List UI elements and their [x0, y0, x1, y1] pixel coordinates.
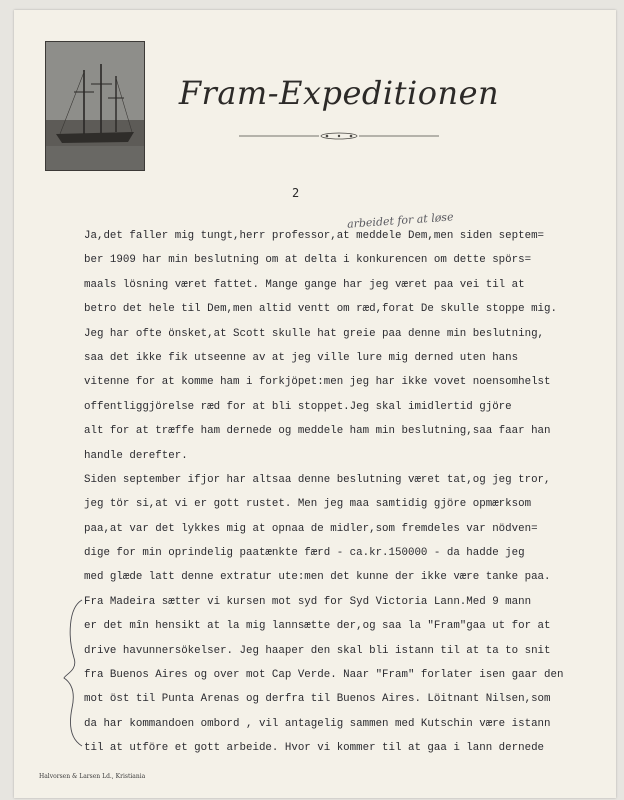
ornament-divider: [239, 132, 439, 140]
letter-body: [84, 224, 604, 761]
body-line: vitenne for at komme ham i forkjöpet:men jeg har ikke vovet noensomhelst: [84, 376, 551, 389]
body-line: med glæde latt denne extratur ute:men det kunne der ikke være tanke paa.: [84, 571, 551, 584]
handwritten-note: arbeidet for at løse: [346, 210, 454, 231]
body-line: fra Buenos Aires og over mot Cap Verde. Naar "Fram" forlater isen gaar den: [84, 669, 564, 682]
body-line: drive havunnersökelser. Jeg haaper den skal bli istann til at ta to snit: [84, 644, 551, 657]
body-line: Jeg har ofte önsket,at Scott skulle hat greie paa denne min beslutning,: [84, 327, 545, 340]
body-line: til at utföre et gott arbeide. Hvor vi kommer til at gaa i lann dernede: [84, 742, 545, 755]
body-line: offentliggjörelse ræd for at bli stoppet.Jeg skal imidlertid gjöre: [84, 400, 512, 413]
margin-bracket-mark: [62, 598, 86, 748]
body-line: alt for at træffe ham dernede og meddele ham min beslutning,saa faar han: [84, 425, 551, 438]
body-line: jeg tör si,at vi er gott rustet. Men jeg maa samtidig gjöre opmærksom: [84, 498, 532, 511]
body-line: da har kommandoen ombord , vil antagelig sammen med Kutschin være istann: [84, 717, 551, 730]
body-line: dige for min oprindelig paatænkte færd - ca.kr.150000 - da hadde jeg: [84, 547, 525, 560]
letterhead-title: Fram-Expeditionen: [178, 74, 500, 112]
ship-photo-icon: [45, 41, 145, 171]
body-line: mot öst til Punta Arenas og derfra til Buenos Aires. Löitnant Nilsen,som: [84, 693, 551, 706]
body-line: paa,at var det lykkes mig at opnaa de midler,som fremdeles var nödven=: [84, 522, 538, 535]
body-line: saa det ikke fik utseenne av at jeg ville lure mig derned uten hans: [84, 351, 519, 364]
letter-sheet: [14, 10, 616, 798]
printer-imprint: Halvorsen & Larsen Ld., Kristiania: [39, 773, 146, 780]
page-number: 2: [292, 186, 300, 200]
body-line: Fra Madeira sætter vi kursen mot syd for Syd Victoria Lann.Med 9 mann: [84, 595, 532, 608]
body-line: Ja,det faller mig tungt,herr professor,at meddele Dem,men siden septem=: [84, 230, 545, 242]
body-line: maals lösning været fattet. Mange gange har jeg været paa vei til at: [84, 278, 525, 291]
body-line: betro det hele til Dem,men altid ventt om ræd,forat De skulle stoppe mig.: [84, 303, 557, 316]
body-line: Siden september ifjor har altsaa denne beslutning været tat,og jeg tror,: [84, 473, 551, 486]
body-line: handle derefter.: [84, 449, 188, 462]
body-line: ber 1909 har min beslutning om at delta i konkurencen om dette spörs=: [84, 254, 532, 267]
body-line: er det mîn hensikt at la mig lannsætte der,og saa la "Fram"gaa ut for at: [84, 620, 551, 633]
